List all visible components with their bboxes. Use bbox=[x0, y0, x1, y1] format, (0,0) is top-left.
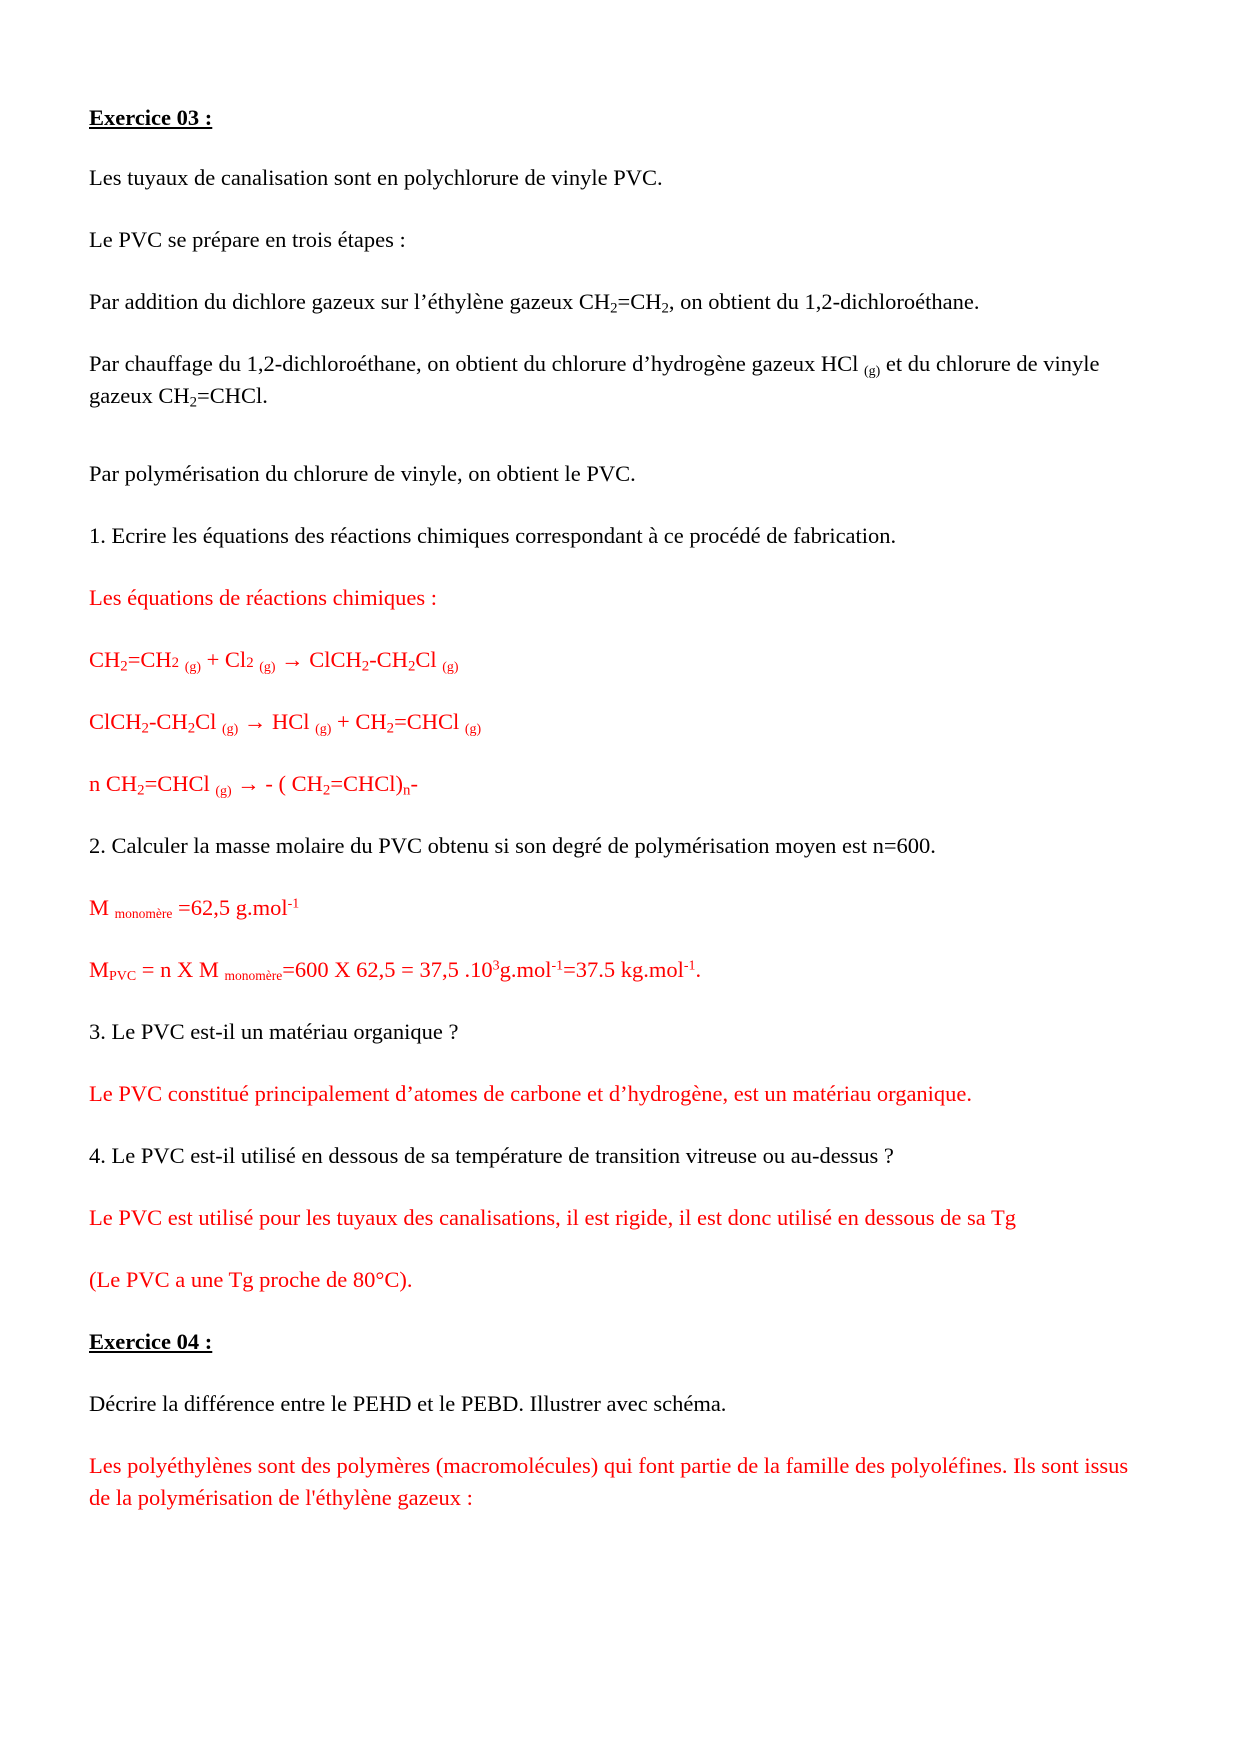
subscript-monomere: monomère bbox=[114, 905, 173, 921]
gas-state-subscript: (g) bbox=[222, 721, 239, 737]
formula-clch: ClCH bbox=[89, 709, 142, 734]
answer-4-line-2: (Le PVC a une Tg proche de 80°C). bbox=[89, 1267, 413, 1292]
calculation: =600 X 62,5 = 37,5 .10 bbox=[282, 957, 493, 982]
reaction-arrow: → bbox=[275, 647, 310, 672]
subscript-2: 2 bbox=[137, 782, 145, 799]
equation-3 bbox=[89, 769, 418, 799]
subscript-pvc: PVC bbox=[109, 969, 137, 985]
result-kg: =37.5 kg.mol bbox=[563, 957, 684, 982]
reaction-arrow: → bbox=[231, 771, 266, 796]
question-2: 2. Calculer la masse molaire du PVC obtenu si son degré de polymérisation moyen est n=600. bbox=[89, 833, 936, 858]
intro-line-1: Les tuyaux de canalisation sont en polychlorure de vinyle PVC. bbox=[89, 165, 663, 190]
formula-ch: CH bbox=[355, 709, 387, 734]
subscript-2: 2 bbox=[322, 782, 331, 799]
subscript-2: 2 bbox=[661, 300, 669, 317]
polymer-open: - ( CH bbox=[265, 771, 323, 796]
question-1: 1. Ecrire les équations des réactions chimiques correspondant à ce procédé de fabrication. bbox=[89, 523, 897, 548]
subscript-monomere: monomère bbox=[224, 967, 283, 983]
answer-2-line-2 bbox=[89, 955, 701, 985]
gas-state-subscript: (g) bbox=[315, 721, 332, 737]
step-2-text bbox=[89, 348, 1151, 412]
symbol-m: M bbox=[89, 957, 110, 982]
subscript-2: 2 bbox=[120, 658, 128, 675]
formula-chcl: =CHCl bbox=[144, 771, 216, 796]
exponent-3: 3 bbox=[492, 958, 500, 974]
formula-middle: = n X M bbox=[136, 957, 225, 982]
subscript-2: 2 bbox=[141, 720, 149, 737]
formula-ch: -CH bbox=[148, 709, 188, 734]
unit-g-mol: g.mol bbox=[499, 957, 552, 982]
gas-state-subscript: (g) bbox=[863, 363, 881, 379]
formula-ch: -CH bbox=[369, 647, 408, 672]
molar-mass-value: =62,5 g.mol bbox=[172, 895, 288, 920]
plus-sign: + bbox=[331, 709, 356, 734]
answer-3: Le PVC constitué principalement d’atomes de carbone et d’hydrogène, est un matériau organique. bbox=[89, 1081, 973, 1106]
exercise-04-answer: Les polyéthylènes sont des polymères (macromolécules) qui font partie de la famille des polyoléfines. Ils sont issus de la polymérisation de l'éthylène gazeux : bbox=[89, 1453, 1129, 1510]
formula-chcl: =CHCl bbox=[394, 709, 465, 734]
plus-sign: + bbox=[200, 647, 225, 672]
question-3: 3. Le PVC est-il un matériau organique ? bbox=[89, 1019, 459, 1044]
gas-state-subscript: (g) bbox=[464, 721, 482, 737]
intro-line-2: Le PVC se prépare en trois étapes : bbox=[89, 227, 406, 252]
equation-1 bbox=[89, 645, 459, 678]
polymer-dash: - bbox=[410, 771, 418, 796]
exercise-04-title: Exercice 04 : bbox=[89, 1329, 213, 1354]
step-1-part-a: Par addition du dichlore gazeux sur l’éthylène gazeux CH bbox=[89, 289, 611, 314]
step-2-part-b: et du chlorure de vinyle gazeux CH bbox=[89, 351, 1100, 408]
step-2-part-a: Par chauffage du 1,2-dichloroéthane, on obtient du chlorure d’hydrogène gazeux HCl bbox=[89, 351, 864, 376]
step-1-part-c: , on obtient du 1,2-dichloroéthane. bbox=[668, 289, 980, 314]
symbol-m: M bbox=[89, 895, 115, 920]
formula-cl: Cl bbox=[224, 647, 247, 672]
step-2-part-c: =CHCl. bbox=[197, 383, 268, 408]
subscript-2: 2 bbox=[386, 720, 395, 737]
gas-state-subscript: (g) bbox=[215, 783, 232, 799]
question-4: 4. Le PVC est-il utilisé en dessous de sa température de transition vitreuse ou au-dessus ? bbox=[89, 1143, 894, 1168]
step-1-text bbox=[89, 287, 979, 317]
period: . bbox=[695, 957, 702, 982]
reaction-arrow: → bbox=[238, 709, 273, 734]
step-3-text: Par polymérisation du chlorure de vinyle, on obtient le PVC. bbox=[89, 461, 636, 486]
gas-state-subscript: (g) bbox=[259, 659, 276, 675]
exponent-minus-1: -1 bbox=[683, 958, 696, 974]
polymer-close: =CHCl) bbox=[330, 771, 404, 796]
subscript-2: 2 bbox=[407, 658, 416, 675]
gas-state-subscript: (g) bbox=[442, 659, 459, 675]
formula-cl: Cl bbox=[415, 647, 437, 672]
subscript-2: 2 bbox=[171, 655, 180, 671]
gas-state-subscript: (g) bbox=[184, 659, 201, 675]
double-bond-sign: = bbox=[127, 647, 141, 672]
formula-hcl: HCl bbox=[272, 709, 316, 734]
exercise-03-title: Exercice 03 : bbox=[89, 105, 213, 130]
step-1-part-b: =CH bbox=[617, 289, 662, 314]
formula-cl: Cl bbox=[195, 709, 217, 734]
formula-n-ch: n CH bbox=[89, 771, 138, 796]
subscript-2: 2 bbox=[246, 655, 254, 671]
exercise-04-question: Décrire la différence entre le PEHD et le PEBD. Illustrer avec schéma. bbox=[89, 1391, 727, 1416]
subscript-2: 2 bbox=[361, 658, 370, 675]
exponent-minus-1: -1 bbox=[551, 958, 564, 974]
answer-1-title: Les équations de réactions chimiques : bbox=[89, 585, 438, 610]
answer-2-line-1 bbox=[89, 893, 299, 923]
formula-ch: CH bbox=[89, 647, 121, 672]
formula-clch: ClCH bbox=[309, 647, 362, 672]
subscript-2: 2 bbox=[187, 720, 196, 737]
subscript-2: 2 bbox=[610, 300, 618, 317]
answer-4-line-1: Le PVC est utilisé pour les tuyaux des canalisations, il est rigide, il est donc utilisé en dessous de sa Tg bbox=[89, 1205, 1016, 1230]
subscript-n: n bbox=[403, 782, 411, 799]
equation-2 bbox=[89, 707, 481, 737]
subscript-2: 2 bbox=[189, 394, 198, 411]
formula-ch: CH bbox=[140, 647, 172, 672]
exponent-minus-1: -1 bbox=[287, 896, 300, 912]
